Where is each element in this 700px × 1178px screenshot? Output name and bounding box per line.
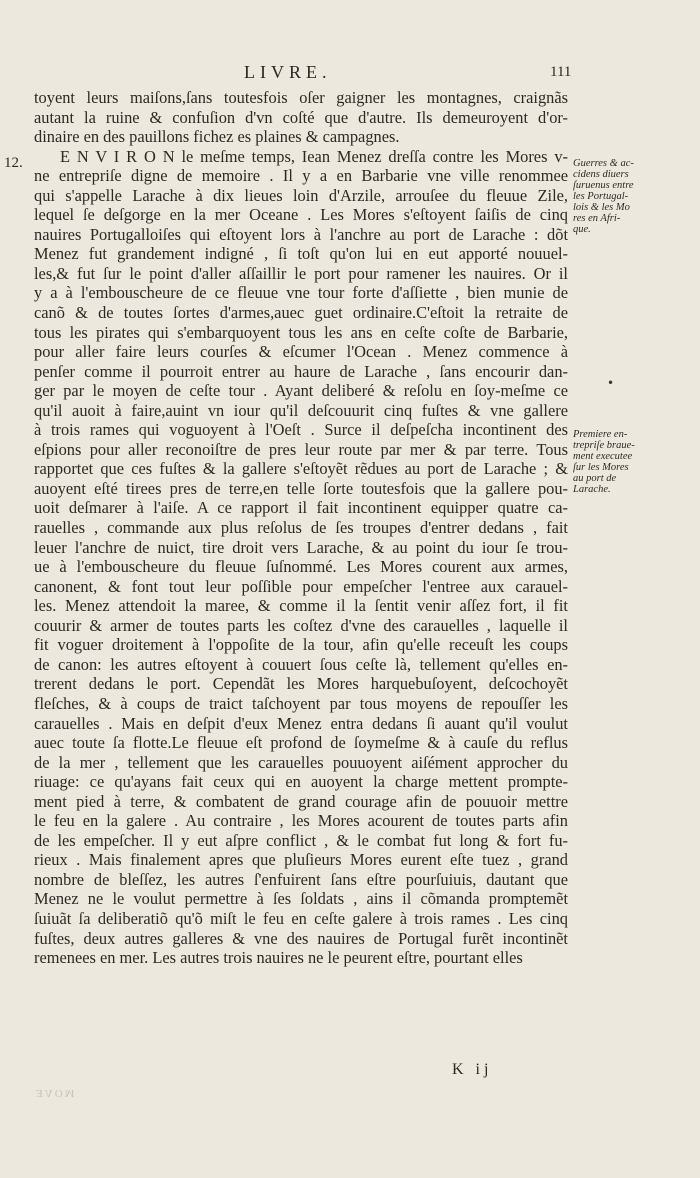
text-line: ſuiuãt ſa deliberatiõ qu'õ miſt le feu en ceſte galere à trois rames . Les cinq bbox=[34, 908, 568, 928]
text-line: rapportet que ces fuſtes & la gallere s'eſtoyẽt rẽdues au port de Larache ; & bbox=[34, 459, 568, 479]
text-line: nauires Portugalloiſes qui eſtoyent lors à l'anchre au port de Larache : dõt bbox=[34, 224, 568, 244]
text-line: ger par le moyen de ceſte tour . Ayant deliberé & reſolu en ſoy-meſme ce bbox=[34, 381, 568, 401]
marginal-note-line: que. bbox=[573, 224, 591, 235]
text-line: auec toute ſa flotte.Le fleuue eſt profond de ſoymeſme & à cauſe du reflus bbox=[34, 733, 568, 753]
text-line: canõ & de toutes ſortes d'armes,auec guet ordinaire.C'eſtoit la retraite de bbox=[34, 303, 568, 323]
text-line: ment pied à terre, & combatent de grand courage afin de pouuoir mettre bbox=[34, 791, 568, 811]
marginal-note-line: cidens diuers bbox=[573, 169, 629, 180]
text-line: carauelles . Mais en deſpit d'eux Menez entra dedans ſi auant qu'il voulut bbox=[34, 713, 568, 733]
running-title: LIVRE. bbox=[244, 62, 332, 82]
text-line: à trois rames qui voguoyent à l'Oeſt . Surce il deſpeſcha incontinent des bbox=[34, 420, 568, 440]
text-line: auoyent eſté tirees pres de terre,en telle ſorte toutesfois que la gallere pou- bbox=[34, 478, 568, 498]
text-line: pour aller faire leurs courſes & eſcumer l'Ocean . Menez commence à bbox=[34, 342, 568, 362]
marginal-note-line: res en Afri- bbox=[573, 213, 621, 224]
text-line: canonent, & font tout leur poſſible pour empeſcher l'entree aux carauel- bbox=[34, 576, 568, 596]
text-line: dinaire en des pauillons fichez es plaines & campagnes. bbox=[34, 127, 400, 147]
text-line: fleſches, & à coups de traict taſchoyent par tous moyens de repouſſer les bbox=[34, 693, 568, 713]
text-line: qu'il auoit à faire,auint vn iour qu'il deſcouurit cinq fuſtes & vne gallere bbox=[34, 400, 568, 420]
marginal-note-wars bbox=[573, 158, 683, 235]
text-line: de canon: les autres eſtoyent à couuert ſous ceſte là, tellement qu'elles en- bbox=[34, 654, 568, 674]
marginal-note-line: trepriſe braue- bbox=[573, 440, 635, 451]
text-line: fit voguer droitement à l'oppoſite de la tour, afin qu'elle receuſt les coups bbox=[34, 635, 568, 655]
text-line: remenees en mer. Les autres trois nauires ne le peurent eſtre, pourtant elles bbox=[34, 948, 523, 968]
marginal-note-first-enterprise bbox=[573, 429, 683, 495]
marginal-note-line: les Portugal- bbox=[573, 191, 629, 202]
text-line: rieux . Mais finalement apres que pluſieurs Mores eurent eſte tuez , grand bbox=[34, 850, 568, 870]
text-line: les. Menez attendoit la maree, & comme il la ſentit venir aſſez fort, il fit bbox=[34, 596, 568, 616]
margin-dot: • bbox=[607, 376, 615, 390]
marginal-note-line: ſur les Mores bbox=[573, 462, 629, 473]
body-text bbox=[34, 88, 568, 968]
text-line: Menez ne le voulut permettre à ſes ſoldats , ains il cõmanda promptemẽt bbox=[34, 889, 568, 909]
text-line: qui s'appelle Larache à dix lieues loin d'Arzile, arrouſee du fleuue Zile, bbox=[34, 185, 568, 205]
text-line: Menez fut grandement indigné , ſi toſt qu'on lui en eut apporté nouuel- bbox=[34, 244, 568, 264]
marginal-note-line: ment executee bbox=[573, 451, 633, 462]
text-line: trerent dedans le port. Cependãt les Mores harquebuſoyent, deſcochoyẽt bbox=[34, 674, 568, 694]
text-line: tous les pirates qui s'embarquoyent tous les ans en ceſte coſte de Barbarie, bbox=[34, 322, 568, 342]
text-line: E N V I R O N le meſme temps, Iean Menez dreſſa contre les Mores v- bbox=[60, 146, 568, 166]
marginal-note-line: Guerres & ac- bbox=[573, 158, 634, 169]
marginal-note-line: au port de bbox=[573, 473, 617, 484]
text-line: lequel ſe deſgorge en la mer Oceane . Les Mores s'eſtoyent ſaiſis de cinq bbox=[34, 205, 568, 225]
text-line: penſer comme il pourroit entrer au haure de Larache , ſans encourir dan- bbox=[34, 361, 568, 381]
bleed-through-text: ƎɅOM bbox=[36, 1087, 77, 1099]
text-line: ue à l'embouscheure du fleuue ſuſnommé. Les Mores courent aux armes, bbox=[34, 557, 568, 577]
text-line: uoit deſmarer à l'aiſe. A ce rapport il fait incontinent equipper quatre ca- bbox=[34, 498, 568, 518]
text-line: toyent leurs maiſons,ſans toutesfois oſer gaigner les montagnes, craignãs bbox=[34, 88, 568, 107]
text-line: de la mer , tellement que les carauelles pouuoyent aiſément approcher du bbox=[34, 752, 568, 772]
text-line: autant la ruine & confuſion d'vn coſté que d'autre. Ils demeuroyent d'or- bbox=[34, 107, 568, 127]
text-line: eſpions pour aller reconoiſtre de pres leur route par mer & par terre. Tous bbox=[34, 439, 568, 459]
text-line: ne entrepriſe digne de memoire . Il y a en Barbarie vne ville renommee bbox=[34, 166, 568, 186]
section-number: 12. bbox=[4, 155, 23, 171]
marginal-note-line: ſuruenus entre bbox=[573, 180, 634, 191]
text-line: de les empeſcher. Il y eut aſpre conflict , & le combat fut long & fort fu- bbox=[34, 830, 568, 850]
page-number: 111 bbox=[550, 64, 572, 80]
marginal-note-line: lois & les Mo bbox=[573, 202, 630, 213]
marginal-note-line: Larache. bbox=[573, 484, 611, 495]
text-line: fuſtes, deux autres galleres & vne des nauires de Portugal furẽt incontinẽt bbox=[34, 928, 568, 948]
text-line: riuage: ce qu'ayans fait ceux qui en auoyent la charge mettent prompte- bbox=[34, 772, 568, 792]
text-line: les,& fut ſur le point d'aller aſſaillir le port pour ramener les nauires. Or il bbox=[34, 263, 568, 283]
running-head bbox=[0, 62, 700, 86]
text-line: leuer l'anchre de nuict, tire droit vers Larache, & au point du iour ſe trou- bbox=[34, 537, 568, 557]
text-line: le feu en la galere . Au contraire , les Mores acourent de toutes parts afin bbox=[34, 811, 568, 831]
marginal-note-line: Premiere en- bbox=[573, 429, 628, 440]
text-line: y a à l'embouscheure de ce fleuue vne tour forte d'aſſiette , bien munie de bbox=[34, 283, 568, 303]
signature-mark: K ij bbox=[452, 1061, 493, 1078]
text-line: rauelles , commande aux plus reſolus de ſes troupes d'entrer dedans , fait bbox=[34, 518, 568, 538]
text-line: couurir & armer de toutes parts les coſtez d'vne des carauelles , laquelle il bbox=[34, 615, 568, 635]
text-line: nombre de bleſſez, les autres ſ'enfuirent ſans eſtre pourſuiuis, dautant que bbox=[34, 869, 568, 889]
